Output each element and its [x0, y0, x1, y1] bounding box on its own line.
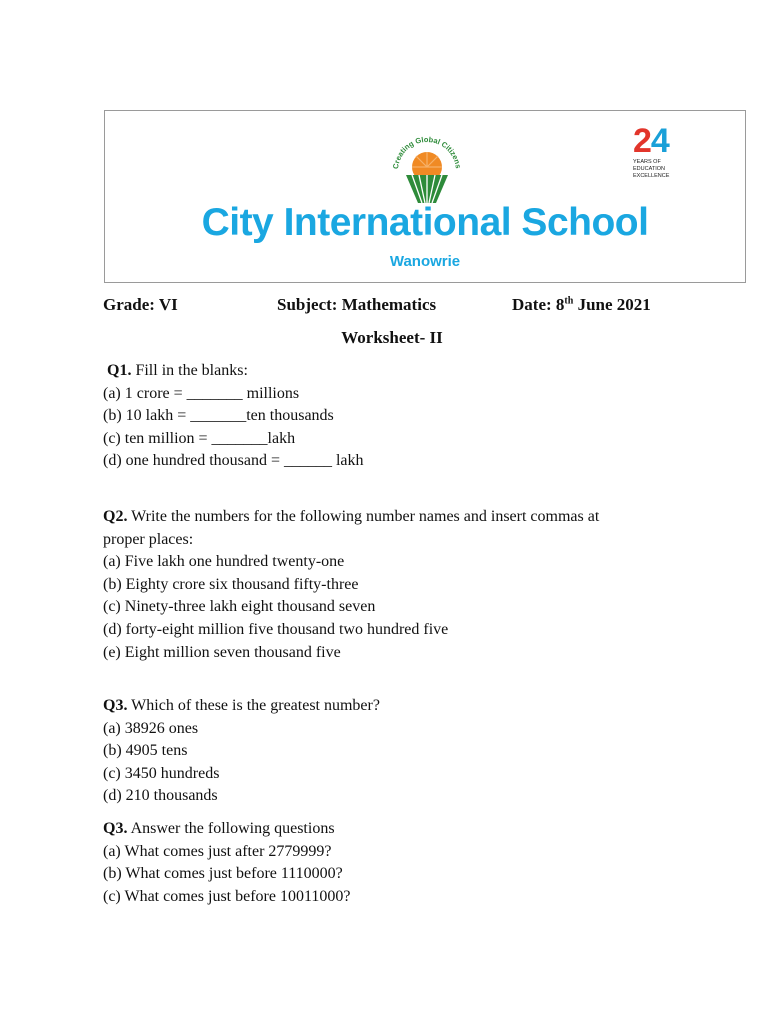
list-item: (d) one hundred thousand = ______ lakh [103, 452, 364, 470]
question-1 [107, 360, 707, 383]
question-prompt: Fill in the blanks: [131, 362, 248, 379]
list-item: (a) 38926 ones [103, 719, 199, 737]
list-item: (d) 210 thousands [103, 787, 218, 805]
list-item: (b) 4905 tens [103, 742, 188, 760]
question-prompt: Which of these is the greatest number? [127, 697, 380, 714]
list-item: (c) 3450 hundreds [103, 764, 220, 782]
school-branch: Wanowrie [389, 253, 461, 270]
question-2 [103, 506, 703, 664]
question-3 [103, 695, 703, 808]
list-item: (b) What comes just before 1110000? [103, 865, 343, 883]
svg-text:Creating Global Citizens: Creating Global Citizens [391, 134, 463, 170]
list-item: (c) ten million = _______lakh [103, 429, 296, 447]
anniversary-badge [633, 122, 683, 180]
list-item: (a) Five lakh one hundred twenty-one [103, 553, 345, 571]
badge-caption: YEARS OF EDUCATION EXCELLENCE [633, 159, 670, 179]
question-number: Q1. [107, 362, 132, 379]
list-item: (c) Ninety-three lakh eight thousand seven [103, 598, 376, 616]
worksheet-title: Worksheet- II [341, 328, 443, 347]
school-header [104, 110, 746, 283]
date-label: Date: 8th June 2021 [512, 295, 651, 314]
question-number: Q3. [103, 820, 128, 837]
school-logo-icon [388, 127, 466, 205]
list-item: (a) What comes just after 2779999? [103, 842, 332, 860]
list-item: (c) What comes just before 10011000? [103, 887, 351, 905]
badge-number: 24 [633, 122, 669, 160]
list-item: (e) Eight million seven thousand five [103, 643, 341, 661]
subject-label: Subject: Mathematics [277, 295, 437, 314]
list-item: (b) 10 lakh = _______ten thousands [103, 407, 334, 425]
list-item: (d) forty-eight million five thousand two hundred five [103, 620, 449, 638]
list-item: (a) 1 crore = _______ millions [103, 384, 300, 402]
school-name: City International School [201, 201, 649, 244]
question-prompt: Write the numbers for the following number names and insert commas at [127, 508, 600, 525]
question-prompt-cont: proper places: [103, 530, 194, 548]
question-4 [103, 818, 703, 908]
question-1-items [103, 383, 703, 473]
question-number: Q3. [103, 697, 128, 714]
question-number: Q2. [103, 508, 128, 525]
list-item: (b) Eighty crore six thousand fifty-three [103, 575, 359, 593]
grade-label: Grade: VI [103, 295, 178, 314]
question-prompt: Answer the following questions [127, 820, 335, 837]
